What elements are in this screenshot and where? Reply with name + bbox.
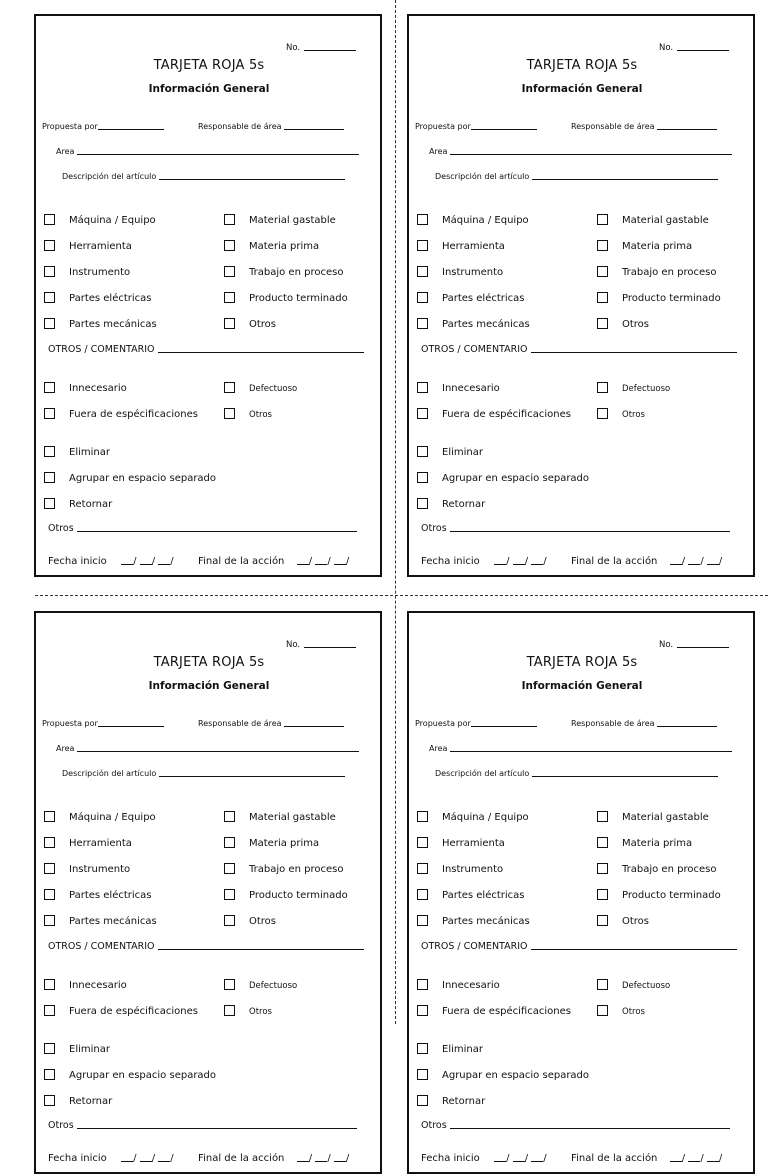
category-option[interactable] [417,915,530,929]
category-option[interactable] [417,266,503,280]
checkbox[interactable] [597,837,608,848]
checkbox[interactable] [44,292,55,303]
checkbox[interactable] [224,408,235,419]
area-field[interactable]: Area [429,743,732,753]
category-option[interactable] [224,214,336,228]
action-option[interactable] [44,498,112,512]
checkbox-label: Máquina / Equipo [442,215,529,226]
area-responsible-field[interactable]: Responsable de área [571,718,717,728]
checkbox-label: Agrupar en espacio separado [442,1070,590,1081]
checkbox[interactable] [597,214,608,225]
checkbox-label: Eliminar [69,1044,110,1055]
checkbox-label: Defectuoso [249,981,298,991]
checkbox[interactable] [44,446,55,457]
card-subtitle: Información General [521,83,643,95]
checkbox-label: Partes eléctricas [442,293,525,304]
card-number: No. [286,41,356,53]
checkbox-label: Otros [249,319,277,330]
item-description-field[interactable]: Descripción del artículo [435,768,718,778]
reason-option[interactable] [417,382,500,396]
checkbox-label: Eliminar [442,447,483,458]
checkbox-label: Agrupar en espacio separado [442,473,590,484]
checkbox-label: Herramienta [442,838,505,849]
category-option[interactable] [597,214,709,228]
action-option[interactable] [417,1095,485,1109]
category-option[interactable] [417,837,505,851]
action-option[interactable] [44,1043,110,1057]
reason-option[interactable] [417,408,571,422]
category-option[interactable] [44,811,156,825]
category-option[interactable] [597,889,721,903]
checkbox[interactable] [44,408,55,419]
comments-field[interactable]: OTROS / COMENTARIO [421,342,737,355]
checkbox-label: Defectuoso [622,384,671,394]
checkbox[interactable] [597,889,608,900]
checkbox-label: Producto terminado [249,293,348,304]
checkbox-label: Agrupar en espacio separado [69,473,217,484]
red-tag-card [407,611,755,1174]
checkbox-label: Trabajo en proceso [249,267,344,278]
card-number: No. [659,638,729,650]
checkbox[interactable] [224,915,235,926]
area-field[interactable]: Area [56,743,359,753]
checkbox-label: Defectuoso [622,981,671,991]
checkbox[interactable] [597,408,608,419]
checkbox[interactable] [417,811,428,822]
end-action-label: Final de la acción [198,1153,285,1164]
checkbox[interactable] [597,915,608,926]
date-row: Fecha inicio / / / Final de la acción / / / [421,1153,723,1164]
item-description-field[interactable]: Descripción del artículo [435,171,718,181]
date-row: Fecha inicio / / / Final de la acción / / / [48,556,350,567]
card-number: No. [659,41,729,53]
checkbox[interactable] [224,811,235,822]
checkbox[interactable] [224,382,235,393]
card-number-line[interactable] [304,638,356,648]
reason-option[interactable] [224,382,297,396]
action-option[interactable] [44,1069,216,1083]
checkbox-label: Instrumento [69,864,131,875]
checkbox-label: Materia prima [249,838,320,849]
area-field[interactable]: Area [56,146,359,156]
checkbox-label: Material gastable [622,215,709,226]
end-action-label: Final de la acción [198,556,285,567]
checkbox-label: Materia prima [622,241,693,252]
checkbox-label: Material gastable [249,215,336,226]
checkbox[interactable] [44,266,55,277]
category-option[interactable] [44,266,130,280]
checkbox-label: Instrumento [442,864,504,875]
checkbox[interactable] [417,382,428,393]
category-option[interactable] [597,915,649,929]
checkbox[interactable] [417,266,428,277]
category-option[interactable] [44,318,157,332]
checkbox-label: Material gastable [249,812,336,823]
checkbox-label: Otros [249,410,272,420]
checkbox-label: Partes eléctricas [69,890,152,901]
checkbox-label: Trabajo en proceso [622,267,717,278]
checkbox-label: Fuera de espécificaciones [442,409,571,420]
checkbox-label: Producto terminado [249,890,348,901]
comments-field[interactable]: OTROS / COMENTARIO [48,342,364,355]
checkbox[interactable] [44,498,55,509]
category-option[interactable] [597,292,721,306]
checkbox-label: Producto terminado [622,293,721,304]
checkbox[interactable] [417,472,428,483]
checkbox-label: Otros [622,410,645,420]
category-option[interactable] [417,863,503,877]
checkbox[interactable] [417,1069,428,1080]
card-number-line[interactable] [677,41,729,51]
checkbox[interactable] [44,1043,55,1054]
checkbox[interactable] [44,382,55,393]
checkbox[interactable] [417,498,428,509]
checkbox-label: Material gastable [622,812,709,823]
area-responsible-field[interactable]: Responsable de área [571,121,717,131]
card-title: TARJETA ROJA 5s [153,58,265,73]
checkbox-label: Partes mecánicas [69,319,157,330]
card-subtitle: Información General [521,680,643,692]
card-subtitle: Información General [148,83,270,95]
item-description-field[interactable]: Descripción del artículo [62,171,345,181]
checkbox[interactable] [44,889,55,900]
checkbox-label: Innecesario [69,980,127,991]
reason-option[interactable] [44,979,127,993]
category-option[interactable] [44,863,130,877]
action-option[interactable] [417,446,483,460]
checkbox-label: Instrumento [442,267,504,278]
checkbox-label: Máquina / Equipo [69,812,156,823]
checkbox-label: Materia prima [622,838,693,849]
category-option[interactable] [417,318,530,332]
checkbox-label: Otros [249,1007,272,1017]
checkbox-label: Herramienta [442,241,505,252]
category-option[interactable] [417,240,505,254]
checkbox[interactable] [44,1069,55,1080]
card-title: TARJETA ROJA 5s [153,655,265,670]
checkbox[interactable] [417,1005,428,1016]
checkbox[interactable] [597,382,608,393]
checkbox-label: Agrupar en espacio separado [69,1070,217,1081]
checkbox-label: Eliminar [69,447,110,458]
checkbox[interactable] [597,863,608,874]
checkbox[interactable] [417,1043,428,1054]
card-number-line[interactable] [304,41,356,51]
date-row: Fecha inicio / / / Final de la acción / / / [421,556,723,567]
others-field[interactable]: Otros [48,521,357,534]
horizontal-cut-line [35,595,768,596]
area-field[interactable]: Area [429,146,732,156]
category-option[interactable] [44,889,152,903]
others-field[interactable]: Otros [421,521,730,534]
date-row: Fecha inicio / / / Final de la acción / / / [48,1153,350,1164]
category-option[interactable] [44,292,152,306]
reason-option[interactable] [597,1005,645,1019]
checkbox[interactable] [224,889,235,900]
checkbox-label: Otros [622,916,650,927]
checkbox[interactable] [44,915,55,926]
category-option[interactable] [597,240,692,254]
checkbox-label: Máquina / Equipo [442,812,529,823]
card-number: No. [286,638,356,650]
checkbox-label: Producto terminado [622,890,721,901]
red-tag-card [34,611,382,1174]
checkbox-label: Partes mecánicas [69,916,157,927]
checkbox[interactable] [597,318,608,329]
reason-option[interactable] [224,979,297,993]
checkbox[interactable] [417,863,428,874]
action-option[interactable] [44,446,110,460]
reason-option[interactable] [224,1005,272,1019]
checkbox[interactable] [597,266,608,277]
checkbox[interactable] [44,979,55,990]
checkbox-label: Retornar [69,499,113,510]
red-tag-card [34,14,382,577]
end-action-label: Final de la acción [571,556,658,567]
proposed-by-field[interactable]: Propuesta por [42,718,164,728]
checkbox-label: Otros [249,916,277,927]
category-option[interactable] [44,240,132,254]
comments-field[interactable]: OTROS / COMENTARIO [48,939,364,952]
checkbox[interactable] [417,837,428,848]
category-option[interactable] [224,240,319,254]
checkbox-label: Partes eléctricas [442,890,525,901]
checkbox-label: Herramienta [69,241,132,252]
checkbox[interactable] [44,811,55,822]
checkbox[interactable] [224,214,235,225]
checkbox[interactable] [417,318,428,329]
checkbox-label: Partes eléctricas [69,293,152,304]
action-option[interactable] [417,1043,483,1057]
checkbox[interactable] [224,240,235,251]
checkbox[interactable] [417,240,428,251]
checkbox-label: Retornar [442,1096,486,1107]
end-action-label: Final de la acción [571,1153,658,1164]
start-date-label: Fecha inicio [48,556,107,567]
checkbox[interactable] [597,979,608,990]
checkbox[interactable] [44,1005,55,1016]
checkbox-label: Otros [622,319,650,330]
proposed-by-field[interactable]: Propuesta por [415,121,537,131]
checkbox[interactable] [44,240,55,251]
reason-option[interactable] [44,1005,198,1019]
checkbox[interactable] [224,266,235,277]
card-subtitle: Información General [148,680,270,692]
checkbox-label: Defectuoso [249,384,298,394]
others-field[interactable]: Otros [421,1118,730,1131]
checkbox[interactable] [417,1095,428,1106]
checkbox-label: Materia prima [249,241,320,252]
category-option[interactable] [224,266,343,280]
proposed-by-field[interactable]: Propuesta por [415,718,537,728]
checkbox[interactable] [417,446,428,457]
category-option[interactable] [224,292,348,306]
checkbox-label: Retornar [69,1096,113,1107]
reason-option[interactable] [417,1005,571,1019]
checkbox[interactable] [417,292,428,303]
checkbox-label: Instrumento [69,267,131,278]
checkbox-label: Retornar [442,499,486,510]
checkbox[interactable] [597,1005,608,1016]
checkbox[interactable] [44,318,55,329]
checkbox-label: Innecesario [442,980,500,991]
action-option[interactable] [417,472,589,486]
category-option[interactable] [597,266,716,280]
checkbox[interactable] [417,979,428,990]
category-option[interactable] [44,837,132,851]
category-option[interactable] [224,811,336,825]
checkbox-label: Partes mecánicas [442,319,530,330]
action-option[interactable] [417,498,485,512]
checkbox-label: Trabajo en proceso [249,864,344,875]
reason-option[interactable] [417,979,500,993]
item-description-field[interactable]: Descripción del artículo [62,768,345,778]
checkbox[interactable] [417,915,428,926]
checkbox-label: Herramienta [69,838,132,849]
checkbox[interactable] [44,837,55,848]
checkbox-label: Partes mecánicas [442,916,530,927]
start-date-label: Fecha inicio [48,1153,107,1164]
checkbox[interactable] [224,979,235,990]
category-option[interactable] [417,811,529,825]
category-option[interactable] [597,837,692,851]
category-option[interactable] [224,863,343,877]
checkbox[interactable] [44,214,55,225]
checkbox[interactable] [417,408,428,419]
category-option[interactable] [597,318,649,332]
reason-option[interactable] [224,408,272,422]
vertical-cut-line [395,0,396,1024]
category-option[interactable] [224,889,348,903]
checkbox[interactable] [44,863,55,874]
category-option[interactable] [417,214,529,228]
category-option[interactable] [44,214,156,228]
checkbox[interactable] [417,214,428,225]
start-date-label: Fecha inicio [421,1153,480,1164]
checkbox-label: Otros [622,1007,645,1017]
category-option[interactable] [224,837,319,851]
area-responsible-field[interactable]: Responsable de área [198,718,344,728]
category-option[interactable] [597,863,716,877]
category-option[interactable] [224,915,276,929]
action-option[interactable] [44,472,216,486]
reason-option[interactable] [597,979,670,993]
card-title: TARJETA ROJA 5s [526,655,638,670]
checkbox[interactable] [224,292,235,303]
checkbox[interactable] [417,889,428,900]
proposed-by-field[interactable]: Propuesta por [42,121,164,131]
reason-option[interactable] [44,382,127,396]
checkbox[interactable] [44,472,55,483]
checkbox[interactable] [597,240,608,251]
category-option[interactable] [597,811,709,825]
reason-option[interactable] [597,408,645,422]
checkbox-label: Eliminar [442,1044,483,1055]
checkbox-label: Trabajo en proceso [622,864,717,875]
comments-field[interactable]: OTROS / COMENTARIO [421,939,737,952]
reason-option[interactable] [597,382,670,396]
action-option[interactable] [417,1069,589,1083]
checkbox[interactable] [44,1095,55,1106]
checkbox-label: Innecesario [442,383,500,394]
card-title: TARJETA ROJA 5s [526,58,638,73]
checkbox[interactable] [224,318,235,329]
checkbox-label: Fuera de espécificaciones [442,1006,571,1017]
start-date-label: Fecha inicio [421,556,480,567]
checkbox[interactable] [224,1005,235,1016]
checkbox-label: Fuera de espécificaciones [69,409,198,420]
checkbox[interactable] [224,837,235,848]
reason-option[interactable] [44,408,198,422]
checkbox-label: Máquina / Equipo [69,215,156,226]
checkbox[interactable] [224,863,235,874]
action-option[interactable] [44,1095,112,1109]
others-field[interactable]: Otros [48,1118,357,1131]
card-number-line[interactable] [677,638,729,648]
checkbox-label: Fuera de espécificaciones [69,1006,198,1017]
area-responsible-field[interactable]: Responsable de área [198,121,344,131]
checkbox-label: Innecesario [69,383,127,394]
red-tag-card [407,14,755,577]
category-option[interactable] [417,292,525,306]
checkbox[interactable] [597,811,608,822]
category-option[interactable] [224,318,276,332]
category-option[interactable] [417,889,525,903]
category-option[interactable] [44,915,157,929]
checkbox[interactable] [597,292,608,303]
